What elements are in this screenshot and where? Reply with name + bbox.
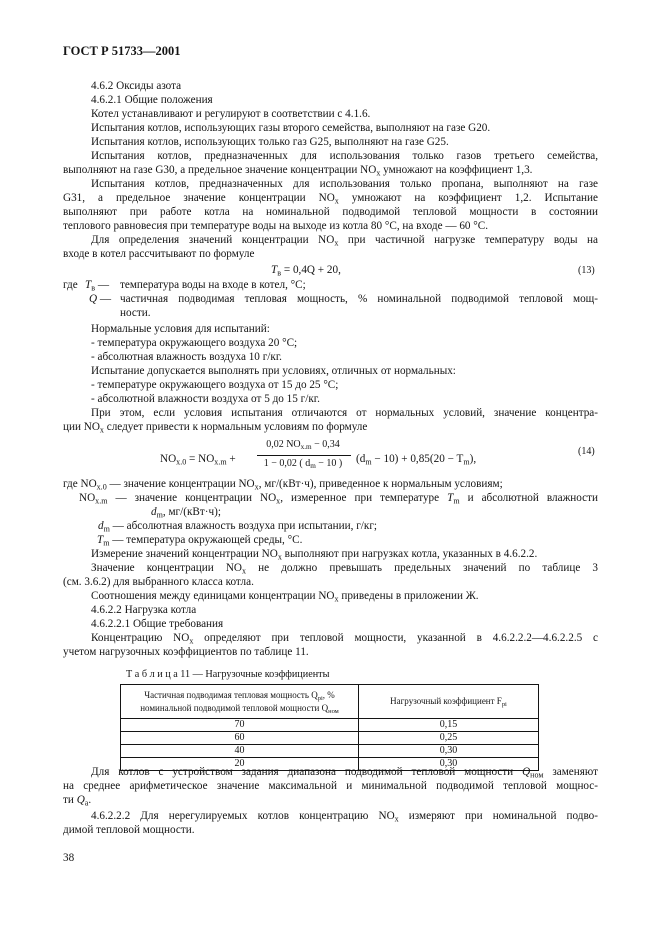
paragraph-line: Значение концентрации $NO_x$ не должно превышать предельных значений по таблице 3 xyxy=(91,562,599,576)
formula-14-lhs: $NO_{x.0} = NO_{x.m}$ + xyxy=(160,453,236,467)
page-number: 38 xyxy=(63,852,75,864)
cell-factor: 0,15 xyxy=(359,719,539,732)
definition-q: частичная подводимая тепловая мощность, % номинальной подводимой тепловой мощ- xyxy=(120,293,598,305)
table-row xyxy=(121,719,539,732)
header-cell-power: Частичная подводимая тепловая мощность $Q_{pi}$, % номинальной подводимой тепловой мощности $Q_{ном}$ xyxy=(121,685,359,719)
cell-power: 60 xyxy=(121,732,359,745)
cell-power: 40 xyxy=(121,745,359,758)
cell-factor: 0,25 xyxy=(359,732,539,745)
cell-factor: 0,30 xyxy=(359,745,539,758)
paragraph-line: на среднее арифметическое значение максимальной и минимальной подводимой тепловой мощнос- xyxy=(63,780,598,792)
fraction-line xyxy=(257,455,351,456)
paragraph-line: При этом, если условия испытания отличаются от нормальных условий, значение концентра- xyxy=(91,407,598,419)
formula-14-number: (14) xyxy=(578,446,595,457)
list-item: - температура окружающего воздуха 20 °С; xyxy=(91,337,298,349)
paragraph-line: выполняют на газе G30, а предельное значение концентрации $NO_x$ умножают на коэффициент 1,3. xyxy=(63,164,533,178)
normal-conditions-title: Нормальные условия для испытаний: xyxy=(91,323,270,335)
allowed-conditions-title: Испытание допускается выполнять при условиях, отличных от нормальных: xyxy=(91,365,456,377)
definition-t: температура воды на входе в котел, °С; xyxy=(120,279,306,291)
cell-factor: 0,30 xyxy=(359,758,539,771)
paragraph-line: (см. 3.6.2) для выбранного класса котла. xyxy=(63,576,254,588)
table-header-row xyxy=(121,685,539,719)
paragraph: Испытания котлов, использующих газы второго семейства, выполняют на газе G20. xyxy=(91,122,491,134)
cell-power: 70 xyxy=(121,719,359,732)
section-4-6-2-1-title: 4.6.2.1 Общие положения xyxy=(91,94,213,106)
formula-14-rest: $(d_m - 10) + 0,85(20 - T_m)$, xyxy=(356,453,477,467)
formula-13-number: (13) xyxy=(578,265,595,276)
definition-dm: $d_m$ — абсолютная влажность воздуха при испытании, г/кг; xyxy=(98,520,378,534)
cell-power: 20 xyxy=(121,758,359,771)
paragraph-line: G31, а предельное значение концентрации $NO_x$ умножают на коэффициент 1,2. Испытание xyxy=(63,192,598,206)
paragraph-line: Испытания котлов, предназначенных для использования только пропана, выполняют на газе xyxy=(91,178,598,190)
paragraph-line: ти $Q_а$. xyxy=(63,794,92,808)
definition-noxm: $NO_{x.m}$ — значение концентрации $NO_x$, измеренное при температуре $T_m$ и абсолютной влажности xyxy=(79,492,598,506)
table-row xyxy=(121,732,539,745)
table-row xyxy=(121,745,539,758)
section-4-6-2-2-1-title: 4.6.2.2.1 Общие требования xyxy=(91,618,224,630)
definition-tm: $T_m$ — температура окружающей среды, °С. xyxy=(97,534,303,548)
where-label: где xyxy=(63,279,78,291)
definition-nox0: где $NO_{x.0}$ — значение концентрации $NO_x$, мг/(кВт·ч), приведенное к нормальным условиям; xyxy=(63,478,503,492)
paragraph-line: входе в котел рассчитывают по формуле xyxy=(63,248,255,260)
paragraph: Испытания котлов, использующих только газ G25, выполняют на газе G25. xyxy=(91,136,449,148)
section-4-6-2-title: 4.6.2 Оксиды азота xyxy=(91,80,182,92)
list-item: - абсолютная влажность воздуха 10 г/кг. xyxy=(91,351,282,363)
document-header: ГОСТ Р 51733—2001 xyxy=(63,44,181,58)
symbol-t: $T_в$ — xyxy=(85,279,110,293)
header-cell-factor: Нагрузочный коэффициент $F_{pi}$ xyxy=(359,685,539,719)
paragraph-line: 4.6.2.2.2 Для нерегулируемых котлов концентрацию $NO_x$ измеряют при номинальной подво- xyxy=(91,810,598,824)
paragraph: Измерение значений концентрации $NO_x$ выполняют при нагрузках котла, указанных в 4.6.2.2. xyxy=(91,548,538,562)
paragraph-line: ции $NO_x$ следует привести к нормальным условиям по формуле xyxy=(63,421,368,435)
section-4-6-2-2-title: 4.6.2.2 Нагрузка котла xyxy=(91,604,197,616)
paragraph-line: Концентрацию $NO_x$ определяют при тепловой мощности, указанной в 4.6.2.2.2—4.6.2.2.5 с xyxy=(91,632,598,646)
definition-noxm-cont: $d_m$, мг/(кВт·ч); xyxy=(151,506,221,520)
paragraph-line: Для определения значений концентрации $NO_x$ при частичной нагрузке температуру воды на xyxy=(91,234,598,248)
table-caption: Т а б л и ц а 11 — Нагрузочные коэффициенты xyxy=(126,669,330,680)
list-item: - абсолютной влажности воздуха от 5 до 15 г/кг. xyxy=(91,393,320,405)
list-item: - температуре окружающего воздуха от 15 до 25 °С; xyxy=(91,379,339,391)
paragraph-line: Для котлов с устройством задания диапазона подводимой тепловой мощности $Q_{ном}$ заменяют xyxy=(91,766,598,780)
paragraph-line: учетом нагрузочных коэффициентов по таблице 11. xyxy=(63,646,309,658)
formula-13: $T_в = 0,4Q + 20$, xyxy=(271,264,341,278)
load-factors-table xyxy=(120,684,539,771)
paragraph-line: выполняют при работе котла на номинальной подводимой тепловой мощности в состоянии xyxy=(63,206,598,218)
formula-14-numerator: 0,02 $NO_{x.m} - 0,34$ xyxy=(266,439,340,452)
definition-q-cont: ности. xyxy=(120,307,151,319)
paragraph-line: теплового равновесия при температуре воды на выходе из котла 80 °С, на входе — 60 °С. xyxy=(63,220,489,232)
paragraph-line: димой тепловой мощности. xyxy=(63,824,195,836)
paragraph-line: Испытания котлов, предназначенных для использования только газов третьего семейства, xyxy=(91,150,598,162)
paragraph: Соотношения между единицами концентрации $NO_x$ приведены в приложении Ж. xyxy=(91,590,479,604)
symbol-q: Q — xyxy=(89,293,112,305)
formula-14-denominator: 1 − 0,02 ( $d_m - 10$ ) xyxy=(263,458,343,471)
paragraph: Котел устанавливают и регулируют в соответствии с 4.1.6. xyxy=(91,108,371,120)
